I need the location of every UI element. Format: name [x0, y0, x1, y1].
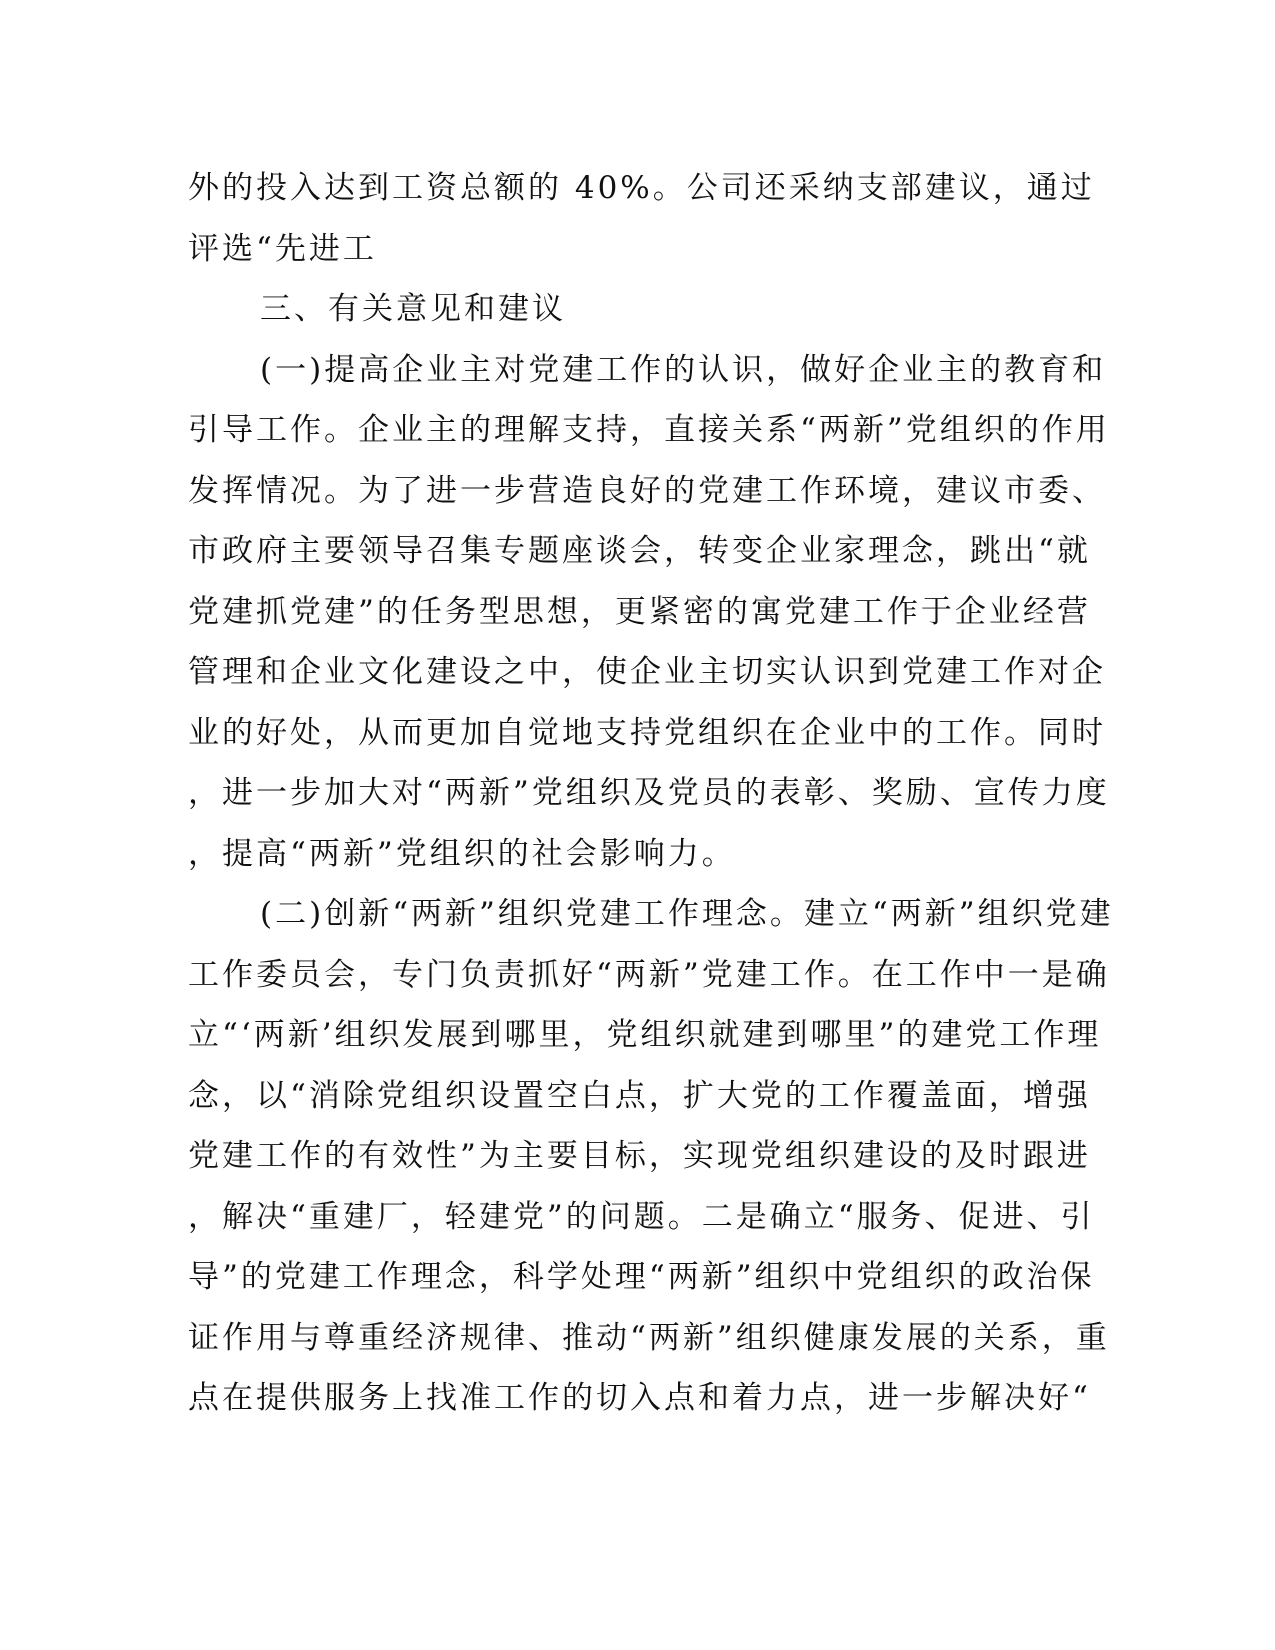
text-line: 市政府主要领导召集专题座谈会，转变企业家理念，跳出“就 — [188, 533, 1091, 569]
text-line: 外的投入达到工资总额的 40%。公司还采纳支部建议，通过 — [188, 170, 1095, 206]
paragraph-start: (二)创新“两新”组织党建工作理念。建立“两新”组织党建 — [260, 896, 1114, 932]
document-body — [188, 158, 1114, 1429]
text-line: 导”的党建工作理念，科学处理“两新”组织中党组织的政治保 — [188, 1259, 1095, 1295]
paragraph-start: (一)提高企业主对党建工作的认识，做好企业主的教育和 — [260, 351, 1107, 388]
text-line: ，进一步加大对“两新”党组织及党员的表彰、奖励、宣传力度 — [188, 775, 1110, 811]
text-line: ，解决“重建厂，轻建党”的问题。二是确立“服务、促进、引 — [188, 1198, 1095, 1235]
text-line: 引导工作。企业主的理解支持，直接关系“两新”党组织的作用 — [188, 412, 1110, 448]
text-line: 工作委员会，专门负责抓好“两新”党建工作。在工作中一是确 — [188, 956, 1110, 993]
text-line: ，提高“两新”党组织的社会影响力。 — [188, 835, 736, 872]
text-line: 党建抓党建”的任务型思想，更紧密的寓党建工作于企业经营 — [188, 593, 1091, 630]
text-line: 发挥情况。为了进一步营造良好的党建工作环境，建议市委、 — [188, 472, 1106, 509]
text-line: 管理和企业文化建设之中，使企业主切实认识到党建工作对企 — [188, 654, 1106, 690]
text-line: 点在提供服务上找准工作的切入点和着力点，进一步解决好“ — [188, 1380, 1091, 1416]
text-line: 证作用与尊重经济规律、推动“两新”组织健康发展的关系，重 — [188, 1319, 1110, 1356]
text-line: 立“‘两新’组织发展到哪里，党组织就建到哪里”的建党工作理 — [188, 1017, 1102, 1053]
text-line: 党建工作的有效性”为主要目标，实现党组织建设的及时跟进 — [188, 1138, 1091, 1174]
text-line: 业的好处，从而更加自觉地支持党组织在企业中的工作。同时 — [188, 714, 1106, 751]
section-heading: 三、有关意见和建议 — [260, 291, 566, 327]
text-line: 念，以“消除党组织设置空白点，扩大党的工作覆盖面，增强 — [188, 1077, 1091, 1114]
text-line: 评选“先进工 — [188, 230, 377, 267]
